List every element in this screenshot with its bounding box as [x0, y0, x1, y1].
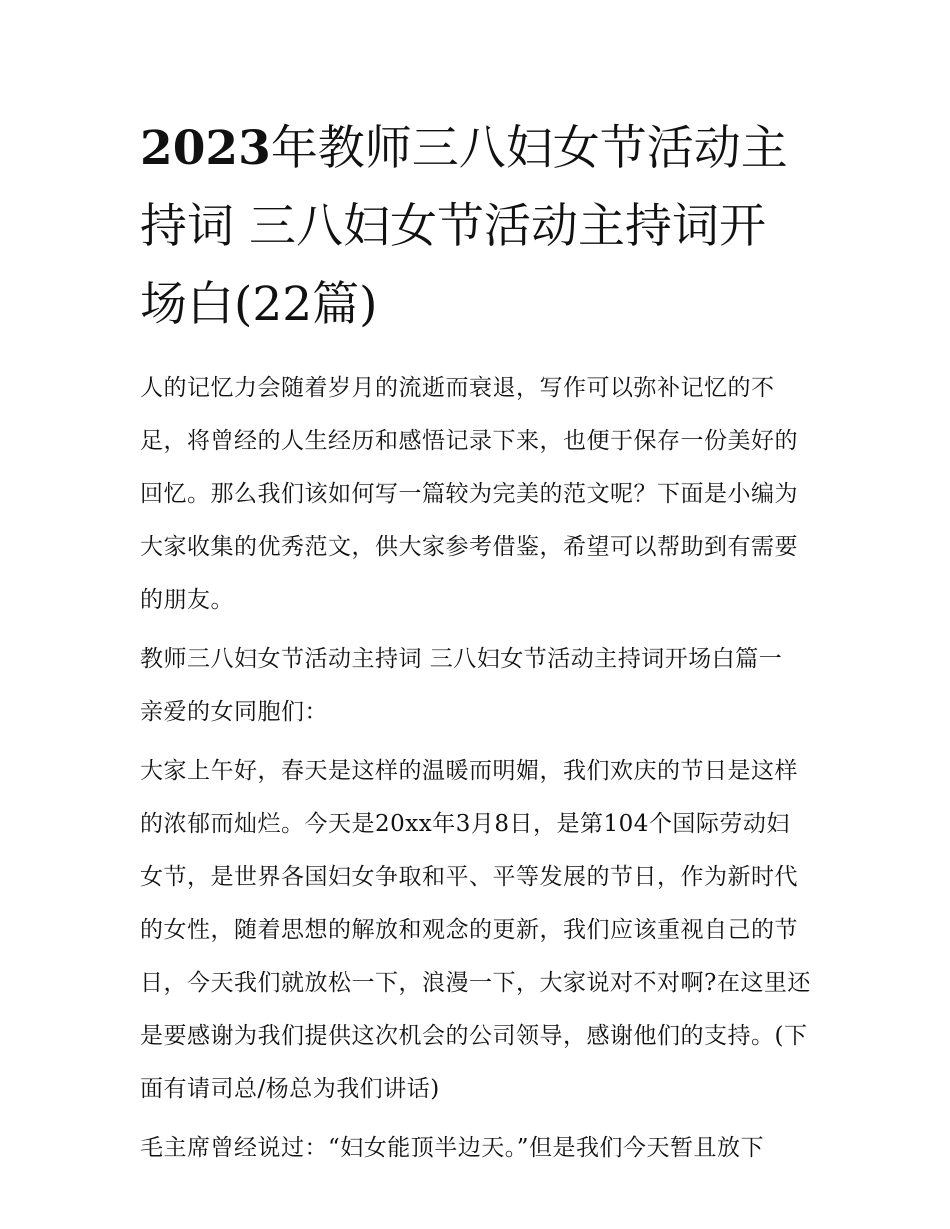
quote-paragraph: 毛主席曾经说过：“妇女能顶半边天。”但是我们今天暂且放下 — [140, 1135, 765, 1161]
document-title — [140, 110, 812, 344]
body-paragraph: 大家上午好，春天是这样的温暖而明媚，我们欢庆的节日是这样的浓郁而灿烂。今天是20xx年3月8日，是第104个国际劳动妇女节，是世界各国妇女争取和平、平等发展的节日，作为新时代的女性，随着思想的解放和观念的更新，我们应该重视自己的节日，今天我们就放松一下，浪漫一下，大家说对不对啊?在这里还是要感谢为我们提供这次机会的公司领导，感谢他们的支持。(下面有请司总/杨总为我们讲话) — [140, 758, 811, 1102]
title-year: 2023 — [140, 121, 271, 176]
title-text: 年教师三八妇女节活动主持词 三八妇女节活动主持词开场白(22篇) — [140, 121, 788, 332]
intro-paragraph: 人的记忆力会随着岁月的流逝而衰退，写作可以弥补记忆的不足，将曾经的人生经历和感悟记录下来，也便于保存一份美好的回忆。那么我们该如何写一篇较为完美的范文呢？下面是小编为大家收集的优秀范文，供大家参考借鉴，希望可以帮助到有需要的朋友。 — [140, 375, 798, 613]
section-heading: 教师三八妇女节活动主持词 三八妇女节活动主持词开场白篇一 亲爱的女同胞们： — [140, 646, 783, 725]
document-page — [140, 110, 812, 1175]
